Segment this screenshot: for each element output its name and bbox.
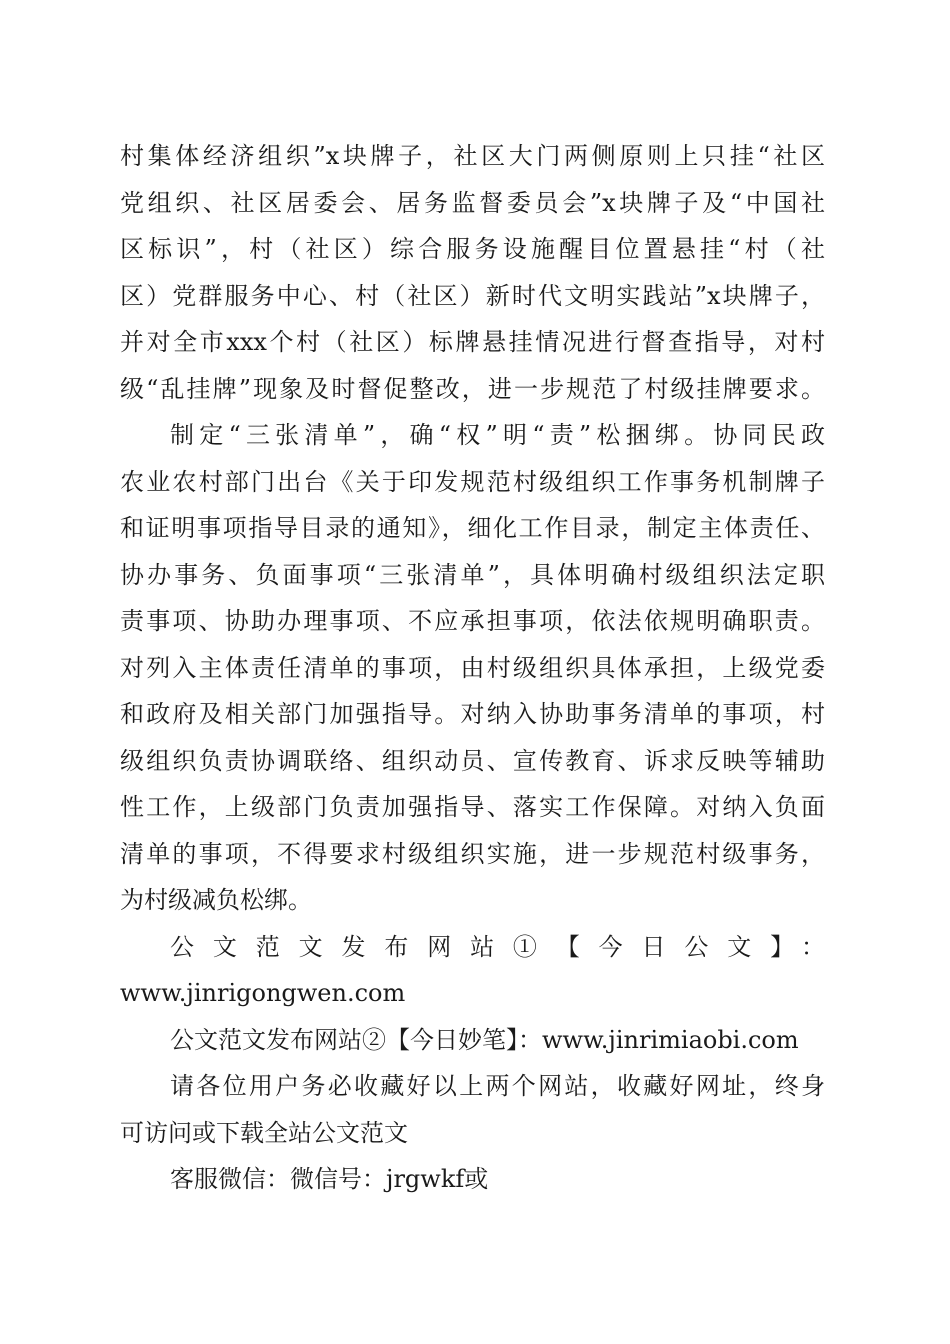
site-2-line: 公文范文发布网站②【今日妙笔】：www.jinrimiaobi.com <box>170 1025 799 1054</box>
text-line: 级组织负责协调联络、组织动员、宣传教育、诉求反映等辅助 <box>120 746 825 775</box>
site-1-label: 公文范文发布网站①【今日公文】： <box>170 932 825 961</box>
wechat-contact: 客服微信：微信号：jrgwkf或 <box>170 1165 489 1193</box>
text-line: 并对全市xxx个村（社区）标牌悬挂情况进行督查指导，对村 <box>120 328 825 356</box>
text-line: 请各位用户务必收藏好以上两个网站，收藏好网址，终身 <box>170 1072 825 1100</box>
text-line: 性工作，上级部门负责加强指导、落实工作保障。对纳入负面 <box>120 793 825 821</box>
text-line: 区标识”，村（社区）综合服务设施醒目位置悬挂“村（社 <box>120 235 825 263</box>
text-line: 对列入主体责任清单的事项，由村级组织具体承担，上级党委 <box>120 653 825 682</box>
text-line: 责事项、协助办理事项、不应承担事项，依法依规明确职责。 <box>120 607 825 635</box>
text-line: 为村级减负松绑。 <box>120 886 312 914</box>
document-body <box>120 133 825 1203</box>
text-line: 制定“三张清单”，确“权”明“责”松捆绑。协同民政 <box>170 421 825 449</box>
text-line: 农业农村部门出台《关于印发规范村级组织工作事务机制牌子 <box>120 467 825 496</box>
text-line: 和政府及相关部门加强指导。对纳入协助事务清单的事项，村 <box>120 700 825 728</box>
text-line: 清单的事项，不得要求村级组织实施，进一步规范村级事务， <box>120 839 825 868</box>
text-line: 村集体经济组织”x块牌子，社区大门两侧原则上只挂“社区 <box>120 142 825 170</box>
text-line: 党组织、社区居委会、居务监督委员会”x块牌子及“中国社 <box>120 188 825 217</box>
text-line: 可访问或下载全站公文范文 <box>120 1118 408 1147</box>
site-1-url: www.jinrigongwen.com <box>120 979 406 1007</box>
text-line: 级“乱挂牌”现象及时督促整改，进一步规范了村级挂牌要求。 <box>120 374 825 403</box>
text-line: 协办事务、负面事项“三张清单”，具体明确村级组织法定职 <box>120 560 825 589</box>
text-line: 区）党群服务中心、村（社区）新时代文明实践站”x块牌子， <box>120 281 825 310</box>
text-line: 和证明事项指导目录的通知》，细化工作目录，制定主体责任、 <box>120 514 825 542</box>
